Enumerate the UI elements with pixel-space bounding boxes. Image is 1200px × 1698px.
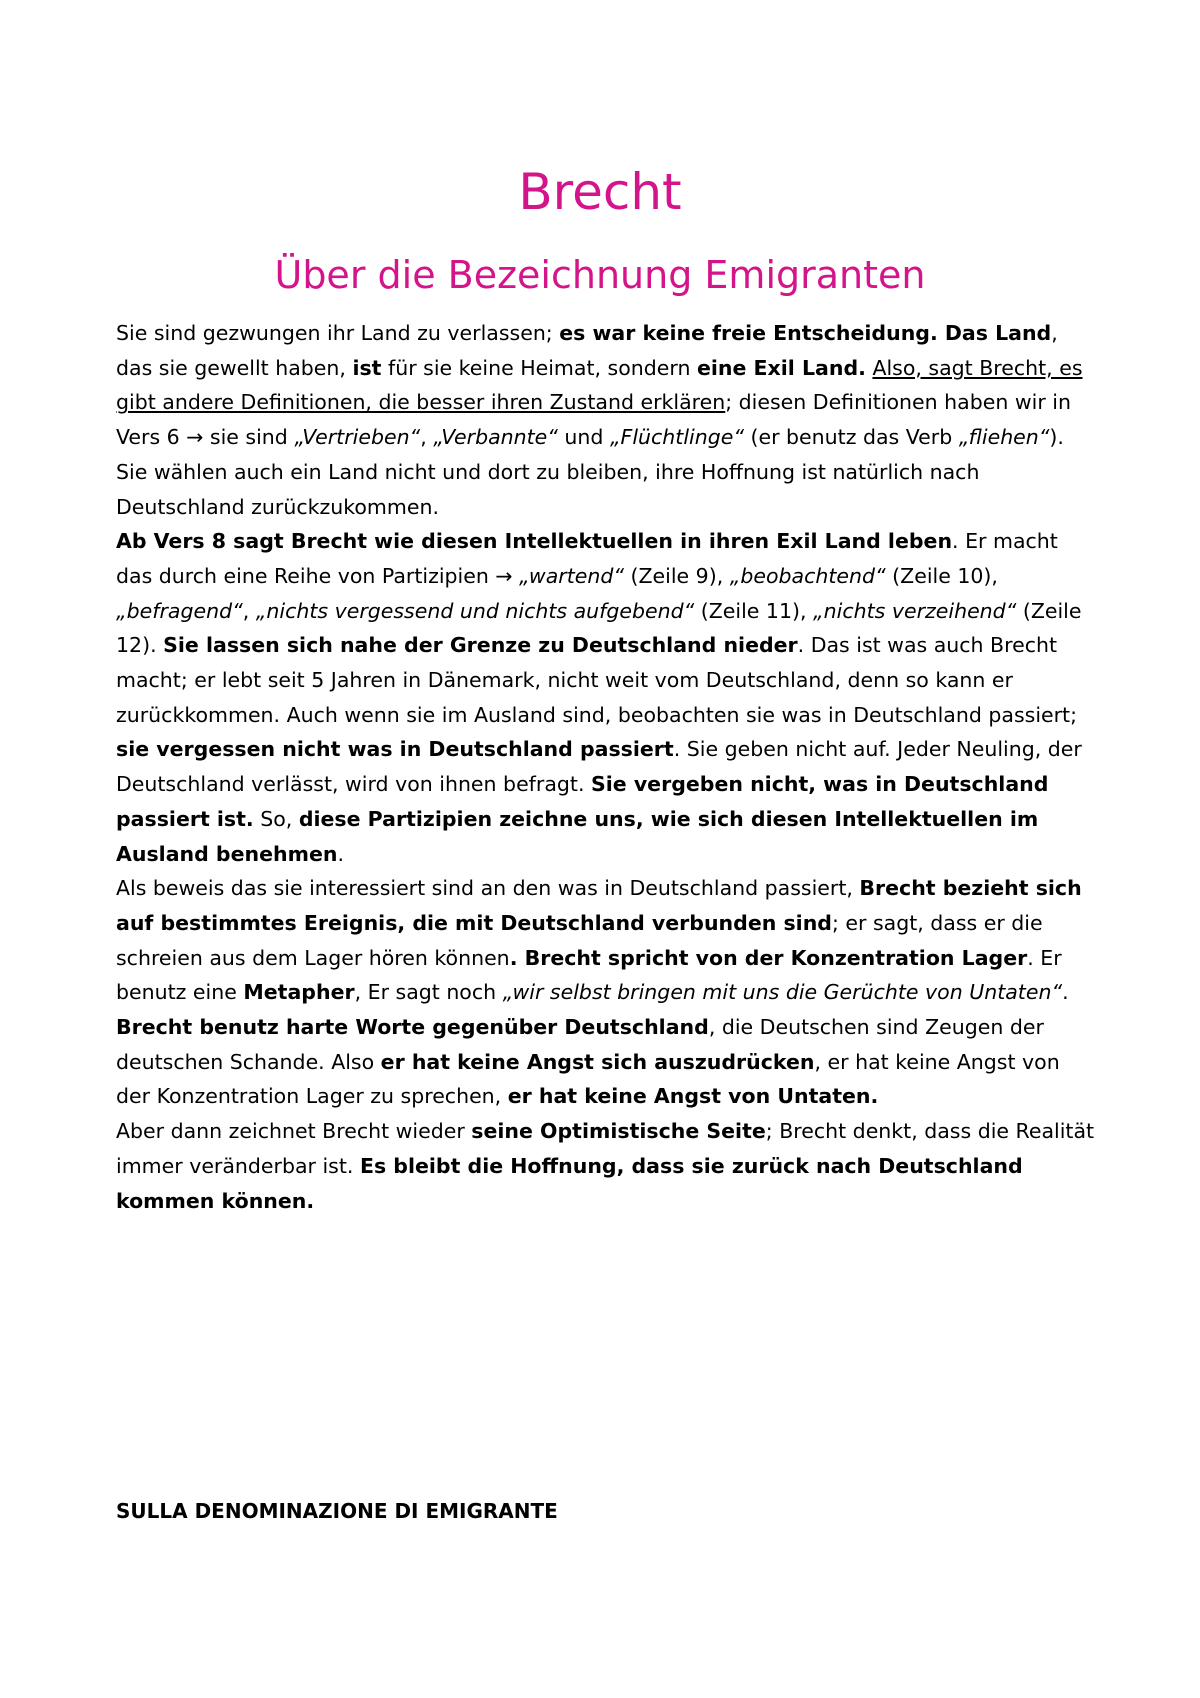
text-run: „wartend“ <box>519 563 624 588</box>
text-run: „Flüchtlinge“ <box>609 425 744 450</box>
text-run: „nichts verzeihend“ <box>813 598 1017 623</box>
text-run: ; diesen Definitionen haben wir in Vers 6 → sie sind <box>116 390 1071 450</box>
text-run: diese Partizipien zeichne uns, wie sich diesen Intellektuellen im Ausland benehmen <box>116 806 1039 866</box>
text-run: „fliehen“ <box>958 425 1050 450</box>
text-run: es war keine freie Entscheidung. Das Land <box>559 321 1052 345</box>
text-run: „Verbannte“ <box>433 425 558 450</box>
text-run: sie vergessen nicht was in Deutschland passiert <box>116 737 674 762</box>
page-title: Brecht <box>518 163 682 221</box>
text-run: , <box>242 598 256 623</box>
text-run: „nichts vergessend und nichts aufgebend“ <box>255 598 695 623</box>
text-run: . Er macht das durch eine Reihe von Partizipien → <box>116 529 1058 588</box>
text-run: Brecht bezieht sich auf bestimmtes Ereignis, die mit Deutschland verbunden sind <box>116 876 1082 935</box>
text-run: . <box>1062 980 1069 1005</box>
text-run: . <box>337 841 344 866</box>
text-run: er hat keine Angst sich auszudrücken <box>380 1049 815 1074</box>
text-run: Als beweis das sie interessiert sind an den was in Deutschland passiert, <box>116 876 860 901</box>
text-run: ist <box>352 355 382 380</box>
text-run: Ab Vers 8 sagt Brecht wie diesen Intellektuellen in ihren Exil Land leben <box>116 529 953 554</box>
text-run: eine Exil Land. <box>696 355 866 380</box>
text-run: , er hat keine Angst von der Konzentration Lager zu sprechen, <box>116 1049 1060 1109</box>
text-run: , das sie gewellt haben, <box>116 321 1058 380</box>
text-run: Brecht benutz harte Worte gegenüber Deutschland <box>116 1015 709 1040</box>
text-run: ; er sagt, dass er die schreien aus dem Lager hören können <box>116 910 1043 970</box>
text-run: seine Optimistische Seite <box>471 1119 766 1144</box>
text-run: , die Deutschen sind Zeugen der deutschen Schande. Also <box>116 1015 1044 1074</box>
text-run: . Brecht spricht von der Konzentration Lager <box>509 945 1028 970</box>
text-run: (Zeile 9), <box>623 563 730 588</box>
section-heading: SULLA DENOMINAZIONE DI EMIGRANTE <box>116 1499 558 1523</box>
text-run: „wir selbst bringen mit uns die Gerüchte von Untaten“ <box>502 980 1063 1005</box>
page-subtitle: Über die Bezeichnung Emigranten <box>274 253 926 297</box>
text-run: Sie sind gezwungen ihr Land zu verlassen; <box>116 321 560 345</box>
text-run: So, <box>253 806 299 831</box>
text-run: „beobachtend“ <box>729 563 886 588</box>
text-run: , <box>420 425 434 450</box>
text-run: , Er sagt noch <box>354 980 503 1005</box>
text-run: (Zeile 11), <box>694 598 814 623</box>
text-run: . Er benutz eine <box>116 945 1062 1005</box>
text-run: Also, sagt Brecht, es gibt andere Definitionen, die besser ihren Zustand erklären <box>116 355 1083 415</box>
text-run: (Zeile 12). <box>116 598 1082 658</box>
text-run: Es bleibt die Hoffnung, dass sie zurück nach Deutschland kommen können. <box>116 1153 1023 1213</box>
paragraph <box>116 1114 1096 1218</box>
text-run: (Zeile 10), <box>885 563 998 588</box>
text-run: Sie vergeben nicht, was in Deutschland passiert ist. <box>116 772 1049 831</box>
paragraph <box>116 871 1096 1114</box>
text-run: er hat keine Angst von Untaten. <box>507 1084 879 1109</box>
text-run: (er benutz das Verb <box>743 425 959 450</box>
text-run: ; Brecht denkt, dass die Realität immer veränderbar ist. <box>116 1119 1095 1178</box>
paragraph <box>116 524 1096 871</box>
text-run: . Sie geben nicht auf. Jeder Neuling, der Deutschland verlässt, wird von ihnen befragt. <box>116 737 1082 797</box>
text-run: und <box>557 425 610 450</box>
text-run: Sie lassen sich nahe der Grenze zu Deutschland nieder <box>163 633 798 658</box>
body-text <box>116 316 1096 1218</box>
text-run: Aber dann zeichnet Brecht wieder <box>116 1119 472 1144</box>
text-run: ). Sie wählen auch ein Land nicht und dort zu bleiben, ihre Hoffnung ist natürlich nach Deutschland zurückzukommen. <box>116 425 1064 519</box>
text-run: . Das ist was auch Brecht macht; er lebt seit 5 Jahren in Dänemark, nicht weit vom Deutschland, denn so kann er zurückkommen. Auch wenn sie im Ausland sind, beobachten sie was in Deutschland passiert; <box>116 633 1077 727</box>
paragraph <box>116 316 1096 524</box>
text-run: für sie keine Heimat, sondern <box>381 355 697 380</box>
text-run: „befragend“ <box>116 598 243 623</box>
text-run: „Vertrieben“ <box>294 425 421 450</box>
text-run: Metapher <box>243 980 355 1005</box>
